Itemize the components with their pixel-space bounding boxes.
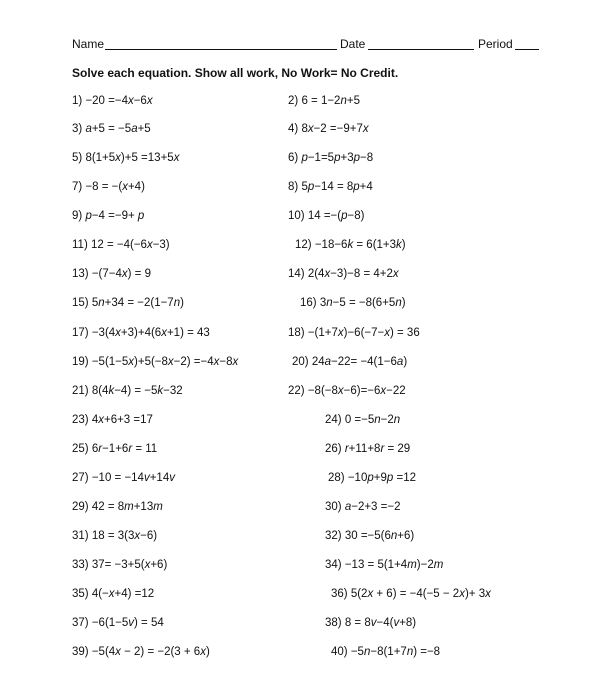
problem-equation: 24a−22= −4(1−6a) — [311, 356, 408, 368]
problem-34 — [325, 558, 443, 572]
problem-equation: −3(4x+3)+4(6x+1) = 43 — [91, 327, 210, 339]
problem-number: 12) — [295, 239, 312, 251]
problem-number: 32) — [325, 530, 342, 542]
problem-number: 14) — [288, 268, 305, 280]
problem-number: 5) — [72, 152, 83, 164]
problem-26 — [325, 442, 410, 456]
problem-23 — [72, 413, 153, 427]
problem-equation: 4x+6+3 =17 — [91, 414, 153, 426]
problem-number: 26) — [325, 443, 342, 455]
problem-29 — [72, 500, 163, 514]
problem-39 — [72, 645, 210, 659]
problem-number: 37) — [72, 617, 89, 629]
problem-11 — [72, 238, 170, 252]
problem-equation: 0 =−5n−2n — [344, 414, 401, 426]
problem-number: 6) — [288, 152, 299, 164]
problem-equation: 8(4k−4) = −5k−32 — [91, 385, 183, 397]
problem-equation: −13 = 5(1+4m)−2m — [344, 559, 444, 571]
problem-number: 34) — [325, 559, 342, 571]
problem-number: 4) — [288, 123, 299, 135]
problem-1 — [72, 94, 153, 108]
problem-22 — [288, 384, 406, 398]
problem-24 — [325, 413, 400, 427]
problem-equation: 5(2x + 6) = −4(−5 − 2x)+ 3x — [350, 588, 491, 600]
problem-number: 33) — [72, 559, 89, 571]
problem-number: 22) — [288, 385, 305, 397]
problem-equation: a+5 = −5a+5 — [85, 123, 151, 135]
problem-equation: 14 =−(p−8) — [307, 210, 365, 222]
problem-equation: 8(1+5x)+5 =13+5x — [85, 152, 180, 164]
problem-number: 23) — [72, 414, 89, 426]
problem-17 — [72, 326, 210, 340]
problem-equation: 37= −3+5(x+6) — [91, 559, 168, 571]
problem-number: 40) — [331, 646, 348, 658]
problem-equation: 2(4x−3)−8 = 4+2x — [307, 268, 399, 280]
problem-21 — [72, 384, 183, 398]
problem-equation: 18 = 3(3x−6) — [91, 530, 158, 542]
student-info-header — [72, 37, 542, 53]
problem-equation: 8x−2 =−9+7x — [301, 123, 369, 135]
problem-equation: 12 = −4(−6x−3) — [90, 239, 170, 251]
problem-equation: −(1+7x)−6(−7−x) = 36 — [307, 327, 420, 339]
problem-equation: 30 =−5(6n+6) — [344, 530, 415, 542]
problem-2 — [288, 94, 360, 108]
problem-equation: −10p+9p =12 — [347, 472, 416, 484]
problem-number: 29) — [72, 501, 89, 513]
problem-32 — [325, 529, 414, 543]
problem-number: 25) — [72, 443, 89, 455]
name-label: Name — [72, 37, 105, 51]
problem-number: 10) — [288, 210, 305, 222]
problem-10 — [288, 209, 364, 223]
problem-equation: −18−6k = 6(1+3k) — [314, 239, 406, 251]
problem-equation: 5p−14 = 8p+4 — [301, 181, 373, 193]
problem-9 — [72, 209, 144, 223]
problem-number: 39) — [72, 646, 89, 658]
problem-number: 13) — [72, 268, 89, 280]
problem-7 — [72, 180, 145, 194]
problem-equation: r+11+8r = 29 — [344, 443, 411, 455]
problem-18 — [288, 326, 420, 340]
problem-equation: 6r−1+6r = 11 — [91, 443, 158, 455]
problem-30 — [325, 500, 400, 514]
problem-equation: −20 =−4x−6x — [85, 95, 153, 107]
problem-number: 3) — [72, 123, 83, 135]
problem-equation: 8 = 8v−4(v+8) — [344, 617, 417, 629]
problem-36 — [331, 587, 491, 601]
problem-equation: p−4 =−9+ p — [85, 210, 145, 222]
problem-equation: −10 = −14v+14v — [91, 472, 175, 484]
problem-5 — [72, 151, 179, 165]
problem-20 — [292, 355, 407, 369]
problem-40 — [331, 645, 440, 659]
problem-equation: 4(−x+4) =12 — [91, 588, 155, 600]
problem-equation: p−1=5p+3p−8 — [301, 152, 374, 164]
problem-number: 1) — [72, 95, 83, 107]
problem-14 — [288, 267, 399, 281]
period-label: Period — [478, 37, 513, 51]
problem-8 — [288, 180, 373, 194]
problem-number: 11) — [72, 239, 88, 251]
problem-3 — [72, 122, 151, 136]
problem-number: 16) — [300, 297, 317, 309]
problem-equation: −5(1−5x)+5(−8x−2) =−4x−8x — [91, 356, 239, 368]
problem-6 — [288, 151, 373, 165]
problem-equation: −8(−8x−6)=−6x−22 — [307, 385, 406, 397]
problem-13 — [72, 267, 151, 281]
problem-27 — [72, 471, 175, 485]
problem-number: 38) — [325, 617, 342, 629]
problem-number: 36) — [331, 588, 348, 600]
instructions: Solve each equation. Show all work, No Work= No Credit. — [72, 66, 399, 80]
problem-equation: 3n−5 = −8(6+5n) — [319, 297, 406, 309]
problem-31 — [72, 529, 157, 543]
period-blank-line — [515, 49, 539, 50]
problem-equation: −5(4x − 2) = −2(3 + 6x) — [91, 646, 210, 658]
problem-number: 31) — [72, 530, 89, 542]
date-blank-line — [368, 49, 474, 50]
name-blank-line — [105, 49, 337, 50]
problem-equation: 6 = 1−2n+5 — [301, 95, 360, 107]
problem-equation: a−2+3 =−2 — [344, 501, 401, 513]
problem-number: 8) — [288, 181, 299, 193]
problem-equation: −5n−8(1+7n) =−8 — [350, 646, 441, 658]
problem-number: 30) — [325, 501, 342, 513]
problem-number: 15) — [72, 297, 89, 309]
problem-equation: −6(1−5v) = 54 — [91, 617, 164, 629]
problem-35 — [72, 587, 154, 601]
problem-number: 2) — [288, 95, 299, 107]
problem-number: 18) — [288, 327, 305, 339]
problem-25 — [72, 442, 157, 456]
problem-equation: −8 = −(x+4) — [85, 181, 145, 193]
problem-number: 21) — [72, 385, 89, 397]
problem-number: 27) — [72, 472, 89, 484]
problem-equation: 5n+34 = −2(1−7n) — [91, 297, 184, 309]
problem-19 — [72, 355, 238, 369]
problem-number: 35) — [72, 588, 89, 600]
problem-number: 9) — [72, 210, 83, 222]
problem-15 — [72, 296, 184, 310]
problem-number: 7) — [72, 181, 83, 193]
problem-number: 24) — [325, 414, 342, 426]
problem-16 — [300, 296, 406, 310]
problem-4 — [288, 122, 369, 136]
problem-38 — [325, 616, 416, 630]
problem-number: 19) — [72, 356, 89, 368]
problem-number: 20) — [292, 356, 309, 368]
problem-33 — [72, 558, 167, 572]
problem-37 — [72, 616, 164, 630]
problem-number: 28) — [328, 472, 345, 484]
problem-28 — [328, 471, 416, 485]
problem-12 — [295, 238, 406, 252]
problem-number: 17) — [72, 327, 89, 339]
problem-equation: −(7−4x) = 9 — [91, 268, 151, 280]
problem-equation: 42 = 8m+13m — [91, 501, 163, 513]
date-label: Date — [340, 37, 366, 51]
